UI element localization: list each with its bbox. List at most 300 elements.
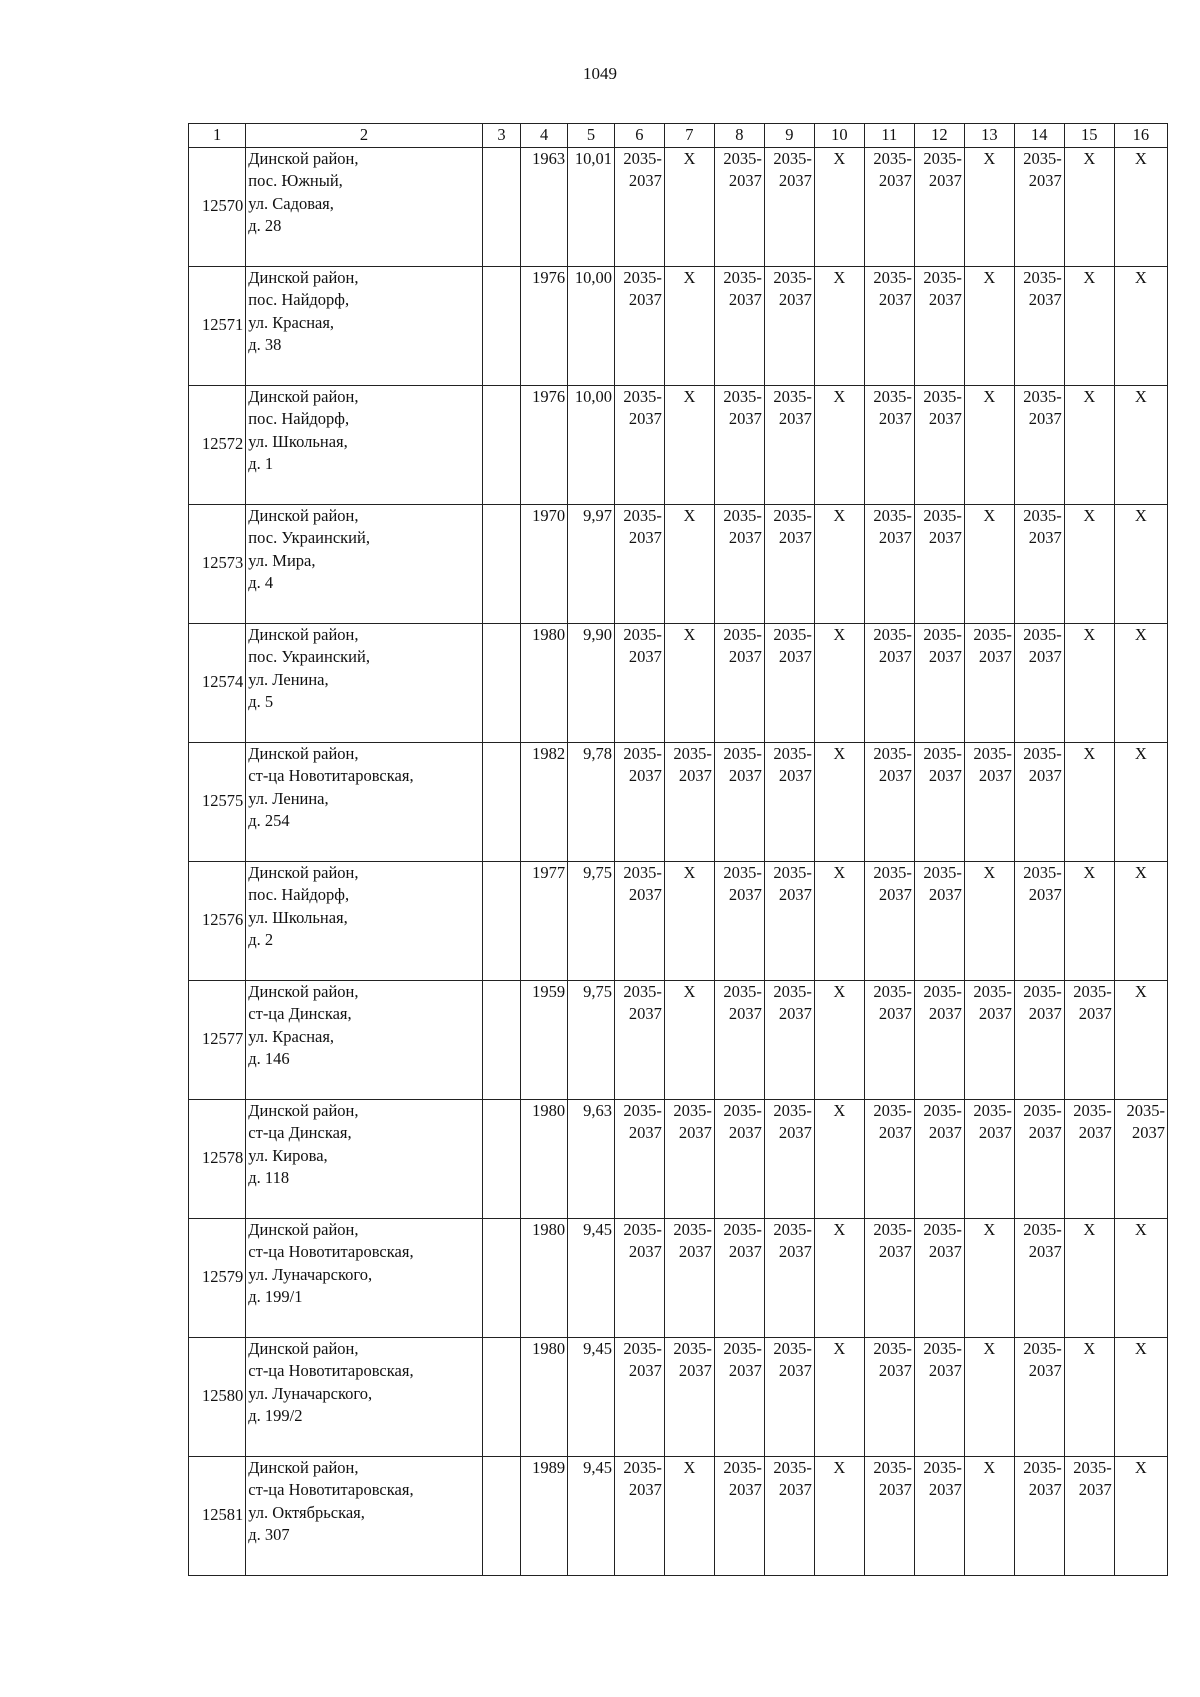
period-text: 2037 — [978, 766, 1012, 785]
period-text: 2037 — [728, 528, 762, 547]
period-cell: X — [1064, 742, 1114, 861]
column-header: 3 — [482, 124, 521, 148]
period-text: 2035- — [623, 267, 662, 287]
period-text: 2037 — [978, 647, 1012, 666]
period-cell — [864, 1456, 914, 1575]
period-text: 2035- — [873, 743, 912, 763]
column-header: 9 — [764, 124, 814, 148]
period-cell: X — [1064, 861, 1114, 980]
period-text: 2037 — [1028, 1361, 1062, 1380]
period-cell — [914, 147, 964, 266]
row-number: 12574 — [189, 623, 246, 742]
period-cell — [714, 623, 764, 742]
column-3-cell — [482, 385, 521, 504]
period-text: 2035- — [973, 981, 1012, 1001]
year-cell: 1970 — [521, 504, 568, 623]
table-row — [189, 1456, 1168, 1575]
period-text: 2037 — [728, 290, 762, 309]
period-text: 2037 — [728, 409, 762, 428]
address-line: д. 199/2 — [248, 1406, 303, 1425]
address-cell — [246, 1099, 482, 1218]
period-cell — [914, 742, 964, 861]
period-cell: X — [664, 980, 714, 1099]
period-cell — [714, 385, 764, 504]
address-line: ст-ца Динская, — [248, 1004, 352, 1023]
address-line: ул. Ленина, — [248, 669, 329, 689]
period-cell — [864, 1218, 914, 1337]
period-cell — [764, 980, 814, 1099]
period-cell: X — [664, 861, 714, 980]
period-text: 2037 — [928, 1242, 962, 1261]
period-cell: X — [964, 504, 1014, 623]
address-line: ул. Мира, — [248, 550, 316, 570]
column-header: 10 — [814, 124, 864, 148]
year-cell: 1980 — [521, 623, 568, 742]
table-row — [189, 1337, 1168, 1456]
period-cell: X — [1114, 266, 1167, 385]
period-text: 2035- — [623, 148, 662, 168]
address-line: пос. Южный, — [248, 171, 343, 190]
period-cell — [964, 980, 1014, 1099]
period-text: 2035- — [1023, 743, 1062, 763]
period-cell: X — [1064, 1218, 1114, 1337]
period-cell: X — [1064, 266, 1114, 385]
period-cell — [914, 980, 964, 1099]
period-text: 2035- — [773, 1219, 812, 1239]
period-text: 2035- — [723, 862, 762, 882]
period-text: 2037 — [628, 171, 662, 190]
period-cell — [614, 861, 664, 980]
period-cell — [614, 1099, 664, 1218]
address-line: пос. Найдорф, — [248, 290, 350, 309]
period-cell: X — [814, 385, 864, 504]
period-text: 2037 — [778, 409, 812, 428]
period-text: 2035- — [773, 624, 812, 644]
period-text: 2035- — [923, 862, 962, 882]
period-text: 2037 — [878, 1361, 912, 1380]
period-cell: X — [1114, 385, 1167, 504]
period-text: 2037 — [878, 290, 912, 309]
period-cell: X — [814, 1218, 864, 1337]
period-cell — [1014, 980, 1064, 1099]
period-cell — [914, 385, 964, 504]
period-cell — [964, 742, 1014, 861]
period-text: 2035- — [1073, 981, 1112, 1001]
period-text: 2035- — [773, 386, 812, 406]
table-row — [189, 623, 1168, 742]
period-cell: X — [1114, 1456, 1167, 1575]
period-cell — [614, 385, 664, 504]
period-cell: X — [964, 266, 1014, 385]
period-cell — [764, 742, 814, 861]
address-line: д. 5 — [248, 692, 274, 711]
period-text: 2037 — [928, 885, 962, 904]
period-text: 2037 — [1078, 1123, 1112, 1142]
period-text: 2035- — [873, 267, 912, 287]
period-text: 2037 — [728, 647, 762, 666]
period-cell — [1064, 1099, 1114, 1218]
table-row — [189, 266, 1168, 385]
column-3-cell — [482, 504, 521, 623]
period-text: 2037 — [778, 290, 812, 309]
period-text: 2035- — [1023, 862, 1062, 882]
year-cell: 1989 — [521, 1456, 568, 1575]
period-text: 2035- — [1023, 1338, 1062, 1358]
value-cell: 9,63 — [568, 1099, 615, 1218]
column-header: 8 — [714, 124, 764, 148]
column-header: 16 — [1114, 124, 1167, 148]
period-text: 2037 — [678, 1361, 712, 1380]
period-cell: X — [814, 504, 864, 623]
row-number: 12573 — [189, 504, 246, 623]
column-header: 14 — [1014, 124, 1064, 148]
address-cell — [246, 980, 482, 1099]
period-cell — [764, 266, 814, 385]
address-line: ул. Октябрьская, — [248, 1502, 365, 1522]
period-cell — [864, 1337, 914, 1456]
period-text: 2035- — [723, 981, 762, 1001]
period-text: 2037 — [1028, 171, 1062, 190]
period-text: 2037 — [878, 409, 912, 428]
period-text: 2035- — [1073, 1100, 1112, 1120]
period-text: 2035- — [623, 1219, 662, 1239]
period-cell: X — [1114, 1218, 1167, 1337]
period-text: 2035- — [723, 1338, 762, 1358]
table-row — [189, 980, 1168, 1099]
row-number: 12581 — [189, 1456, 246, 1575]
period-cell — [614, 742, 664, 861]
period-text: 2037 — [928, 528, 962, 547]
period-text: 2035- — [623, 386, 662, 406]
table-row — [189, 1218, 1168, 1337]
period-text: 2035- — [773, 148, 812, 168]
table-body — [189, 124, 1168, 1576]
period-text: 2037 — [878, 1123, 912, 1142]
period-cell — [864, 147, 914, 266]
period-text: 2035- — [923, 267, 962, 287]
period-text: 2035- — [873, 1338, 912, 1358]
row-number: 12575 — [189, 742, 246, 861]
period-cell — [714, 742, 764, 861]
address-line: д. 4 — [248, 573, 274, 592]
period-text: 2035- — [873, 505, 912, 525]
address-line: ул. Красная, — [248, 1026, 335, 1046]
period-cell: X — [964, 1456, 1014, 1575]
period-text: 2035- — [623, 981, 662, 1001]
address-line: ул. Ленина, — [248, 788, 329, 808]
table-row — [189, 385, 1168, 504]
year-cell: 1980 — [521, 1218, 568, 1337]
value-cell: 9,45 — [568, 1456, 615, 1575]
table-row — [189, 1099, 1168, 1218]
period-cell — [764, 1099, 814, 1218]
period-cell — [1014, 385, 1064, 504]
period-text: 2037 — [728, 1480, 762, 1499]
period-text: 2037 — [628, 885, 662, 904]
period-cell — [914, 861, 964, 980]
row-number: 12580 — [189, 1337, 246, 1456]
period-text: 2035- — [773, 1338, 812, 1358]
period-text: 2035- — [623, 1338, 662, 1358]
period-cell — [914, 1337, 964, 1456]
period-text: 2035- — [923, 743, 962, 763]
column-3-cell — [482, 1218, 521, 1337]
period-text: 2035- — [673, 743, 712, 763]
period-text: 2035- — [973, 1100, 1012, 1120]
period-text: 2037 — [628, 290, 662, 309]
column-header: 11 — [864, 124, 914, 148]
period-text: 2037 — [1028, 1242, 1062, 1261]
period-text: 2037 — [1028, 409, 1062, 428]
address-line: пос. Украинский, — [248, 647, 370, 666]
period-text: 2037 — [628, 1361, 662, 1380]
period-text: 2037 — [778, 1004, 812, 1023]
value-cell: 9,75 — [568, 980, 615, 1099]
row-number: 12579 — [189, 1218, 246, 1337]
period-text: 2037 — [928, 290, 962, 309]
row-number: 12577 — [189, 980, 246, 1099]
period-cell — [764, 1337, 814, 1456]
period-text: 2035- — [873, 1457, 912, 1477]
period-text: 2037 — [628, 528, 662, 547]
period-text: 2037 — [1028, 647, 1062, 666]
column-3-cell — [482, 147, 521, 266]
period-cell: X — [814, 861, 864, 980]
period-text: 2037 — [728, 1123, 762, 1142]
column-header: 15 — [1064, 124, 1114, 148]
period-cell: X — [814, 1099, 864, 1218]
period-text: 2035- — [873, 862, 912, 882]
row-number: 12578 — [189, 1099, 246, 1218]
period-text: 2035- — [873, 148, 912, 168]
period-text: 2035- — [873, 1219, 912, 1239]
period-cell — [1014, 742, 1064, 861]
period-text: 2037 — [878, 647, 912, 666]
period-text: 2035- — [1023, 505, 1062, 525]
address-line: Динской район, — [248, 267, 359, 287]
period-cell: X — [1064, 1337, 1114, 1456]
address-cell — [246, 266, 482, 385]
year-cell: 1976 — [521, 385, 568, 504]
period-text: 2035- — [1023, 386, 1062, 406]
period-text: 2035- — [1023, 1100, 1062, 1120]
column-header: 5 — [568, 124, 615, 148]
period-text: 2035- — [623, 743, 662, 763]
period-cell — [1014, 623, 1064, 742]
period-cell — [864, 385, 914, 504]
period-text: 2035- — [623, 1457, 662, 1477]
period-cell — [1014, 1456, 1064, 1575]
address-cell — [246, 504, 482, 623]
period-text: 2035- — [773, 743, 812, 763]
column-3-cell — [482, 742, 521, 861]
year-cell: 1982 — [521, 742, 568, 861]
address-line: д. 118 — [248, 1168, 290, 1187]
period-text: 2037 — [928, 1361, 962, 1380]
address-line: пос. Найдорф, — [248, 409, 350, 428]
period-text: 2037 — [1028, 1004, 1062, 1023]
period-text: 2035- — [1023, 981, 1062, 1001]
period-cell — [714, 1218, 764, 1337]
address-line: пос. Украинский, — [248, 528, 370, 547]
period-cell: X — [1114, 1337, 1167, 1456]
row-number: 12571 — [189, 266, 246, 385]
period-text: 2037 — [1028, 290, 1062, 309]
table-row — [189, 742, 1168, 861]
period-text: 2035- — [773, 267, 812, 287]
period-text: 2037 — [878, 766, 912, 785]
period-text: 2035- — [923, 624, 962, 644]
column-header: 6 — [614, 124, 664, 148]
column-3-cell — [482, 1456, 521, 1575]
column-3-cell — [482, 1337, 521, 1456]
column-header: 1 — [189, 124, 246, 148]
period-cell — [764, 147, 814, 266]
period-cell — [1014, 1218, 1064, 1337]
period-text: 2037 — [928, 647, 962, 666]
column-3-cell — [482, 980, 521, 1099]
value-cell: 10,01 — [568, 147, 615, 266]
period-text: 2035- — [673, 1219, 712, 1239]
period-cell — [714, 504, 764, 623]
value-cell: 10,00 — [568, 385, 615, 504]
period-text: 2035- — [773, 505, 812, 525]
period-cell — [614, 147, 664, 266]
period-text: 2037 — [628, 1242, 662, 1261]
period-cell: X — [964, 1218, 1014, 1337]
period-cell: X — [1114, 623, 1167, 742]
period-cell — [664, 1337, 714, 1456]
address-cell — [246, 1456, 482, 1575]
table-row — [189, 147, 1168, 266]
address-line: Динской район, — [248, 981, 359, 1001]
period-cell — [864, 861, 914, 980]
column-3-cell — [482, 266, 521, 385]
address-line: ст-ца Новотитаровская, — [248, 1361, 414, 1380]
period-text: 2035- — [773, 1100, 812, 1120]
period-text: 2037 — [728, 885, 762, 904]
period-cell: X — [1114, 980, 1167, 1099]
period-text: 2035- — [723, 1457, 762, 1477]
column-3-cell — [482, 861, 521, 980]
header-row — [189, 124, 1168, 148]
column-3-cell — [482, 623, 521, 742]
period-cell: X — [664, 623, 714, 742]
table-row — [189, 861, 1168, 980]
period-text: 2037 — [978, 1123, 1012, 1142]
value-cell: 9,45 — [568, 1337, 615, 1456]
period-text: 2037 — [778, 766, 812, 785]
period-cell: X — [814, 980, 864, 1099]
period-text: 2037 — [728, 171, 762, 190]
column-3-cell — [482, 1099, 521, 1218]
address-line: ул. Школьная, — [248, 907, 348, 927]
period-text: 2037 — [1078, 1004, 1112, 1023]
period-text: 2037 — [878, 1242, 912, 1261]
period-cell: X — [964, 385, 1014, 504]
column-header: 4 — [521, 124, 568, 148]
period-cell: X — [1064, 504, 1114, 623]
period-cell — [664, 742, 714, 861]
year-cell: 1980 — [521, 1337, 568, 1456]
period-text: 2037 — [928, 766, 962, 785]
period-text: 2035- — [623, 624, 662, 644]
period-cell — [1014, 1099, 1064, 1218]
period-text: 2037 — [778, 647, 812, 666]
period-cell — [1014, 861, 1064, 980]
period-text: 2037 — [1078, 1480, 1112, 1499]
period-cell — [614, 623, 664, 742]
year-cell: 1980 — [521, 1099, 568, 1218]
period-text: 2037 — [1028, 528, 1062, 547]
period-cell: X — [664, 266, 714, 385]
period-cell: X — [814, 1337, 864, 1456]
period-cell — [714, 266, 764, 385]
year-cell: 1963 — [521, 147, 568, 266]
address-line: д. 28 — [248, 216, 282, 235]
period-cell: X — [964, 147, 1014, 266]
period-cell: X — [814, 623, 864, 742]
period-text: 2037 — [778, 885, 812, 904]
period-cell: X — [814, 147, 864, 266]
period-text: 2035- — [973, 743, 1012, 763]
address-line: д. 146 — [248, 1049, 290, 1068]
address-line: ул. Садовая, — [248, 193, 334, 213]
period-cell — [764, 385, 814, 504]
period-text: 2037 — [878, 528, 912, 547]
period-cell — [964, 623, 1014, 742]
year-cell: 1976 — [521, 266, 568, 385]
period-text: 2037 — [928, 1123, 962, 1142]
period-cell — [714, 861, 764, 980]
address-line: Динской район, — [248, 1457, 359, 1477]
period-cell: X — [664, 147, 714, 266]
period-text: 2037 — [928, 171, 962, 190]
period-cell: X — [1114, 504, 1167, 623]
address-cell — [246, 147, 482, 266]
address-line: ул. Луначарского, — [248, 1383, 373, 1403]
period-cell: X — [1114, 147, 1167, 266]
address-line: Динской район, — [248, 862, 359, 882]
period-text: 2035- — [723, 624, 762, 644]
period-cell — [664, 1218, 714, 1337]
year-cell: 1977 — [521, 861, 568, 980]
period-text: 2037 — [728, 1004, 762, 1023]
period-text: 2035- — [923, 386, 962, 406]
period-cell — [714, 980, 764, 1099]
period-cell — [864, 1099, 914, 1218]
period-text: 2035- — [923, 1338, 962, 1358]
period-cell: X — [814, 266, 864, 385]
period-cell — [764, 504, 814, 623]
table-row — [189, 504, 1168, 623]
address-line: ул. Школьная, — [248, 431, 348, 451]
period-cell — [914, 1099, 964, 1218]
period-text: 2035- — [673, 1100, 712, 1120]
address-cell — [246, 1337, 482, 1456]
period-cell — [614, 1456, 664, 1575]
address-line: д. 2 — [248, 930, 274, 949]
period-cell — [764, 1218, 814, 1337]
period-text: 2035- — [973, 624, 1012, 644]
period-text: 2035- — [623, 505, 662, 525]
value-cell: 9,45 — [568, 1218, 615, 1337]
period-text: 2037 — [728, 1242, 762, 1261]
period-text: 2037 — [1028, 766, 1062, 785]
period-text: 2035- — [1073, 1457, 1112, 1477]
period-text: 2037 — [878, 171, 912, 190]
period-cell — [614, 980, 664, 1099]
